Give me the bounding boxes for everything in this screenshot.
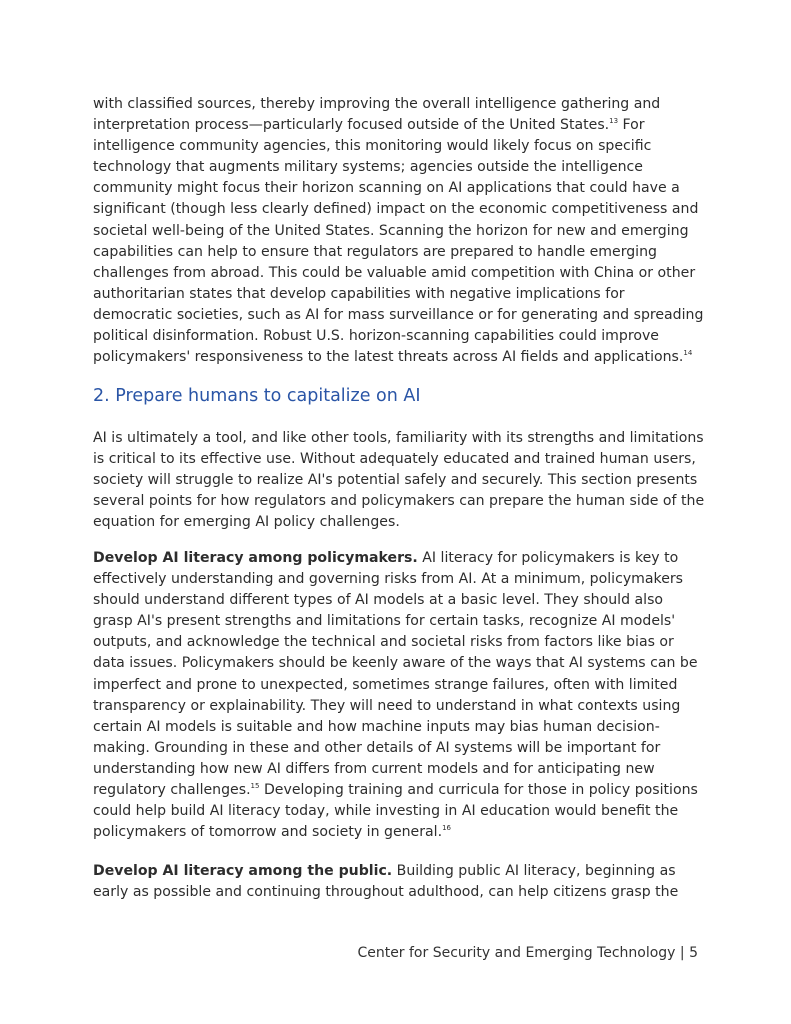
footnote-ref[interactable]: 15 xyxy=(250,782,260,791)
body-paragraph xyxy=(93,548,705,843)
section-heading: 2. Prepare humans to capitalize on AI xyxy=(93,386,421,406)
footnote-ref[interactable]: 16 xyxy=(442,824,451,833)
page-footer xyxy=(357,943,698,963)
paragraph-text: with classified sources, thereby improving the overall intelligence gathering and interpretation process—particularly focused outside of the United States. xyxy=(93,96,661,134)
paragraph-lead: Develop AI literacy among policymakers. xyxy=(93,550,418,566)
body-paragraph xyxy=(93,94,705,368)
paragraph-lead: Develop AI literacy among the public. xyxy=(93,863,393,879)
paragraph-text: Building public AI literacy, beginning as early as possible and continuing throughout adulthood, can help citizens grasp the xyxy=(93,863,679,901)
paragraph-text: AI literacy for policymakers is key to effectively understanding and governing risks from AI. At a minimum, policymakers should understand different types of AI models at a basic level. They should also grasp AI's present strengths and limitations for certain tasks, recognize AI models' outputs, and acknowledge the technical and societal risks from factors like bias or data issues. Policymakers should be keenly aware of the ways that AI systems can be imperfect and prone to unexpected, sometimes strange failures, often with limited transparency or explainability. They will need to understand in what contexts using certain AI models is suitable and how machine inputs may bias human decision-making. Grounding in these and other details of AI systems will be important for understanding how new AI differs from current models and for anticipating new regulatory challenges. xyxy=(93,550,698,799)
body-paragraph xyxy=(93,861,705,903)
paragraph-text: Developing training and curricula for those in policy positions could help build AI literacy today, while investing in AI education would benefit the policymakers of tomorrow and society in general. xyxy=(93,782,698,841)
paragraph-text: For intelligence community agencies, this monitoring would likely focus on specific technology that augments military systems; agencies outside the intelligence community might focus their horizon scanning on AI applications that could have a significant (though less clearly defined) impact on the economic competitiveness and societal well-being of the United States. Scanning the horizon for new and emerging capabilities can help to ensure that regulators are prepared to handle emerging challenges from abroad. This could be valuable amid competition with China or other authoritarian states that develop capabilities with negative implications for democratic societies, such as AI for mass surveillance or for generating and spreading political disinformation. Robust U.S. horizon-scanning capabilities could improve policymakers' responsiveness to the latest threats across AI fields and applications. xyxy=(93,117,704,366)
footnote-ref[interactable]: 13 xyxy=(609,117,619,126)
body-paragraph: AI is ultimately a tool, and like other tools, familiarity with its strengths and limitations is critical to its effective use. Without adequately educated and trained human users, society will struggle to realize AI's potential safely and securely. This section presents several points for how regulators and policymakers can prepare the human side of the equation for emerging AI policy challenges. xyxy=(93,430,705,531)
footer-separator: | xyxy=(675,945,690,961)
page-number: 5 xyxy=(689,945,698,961)
footer-org: Center for Security and Emerging Technology xyxy=(357,945,676,961)
footnote-ref[interactable]: 14 xyxy=(683,349,693,358)
